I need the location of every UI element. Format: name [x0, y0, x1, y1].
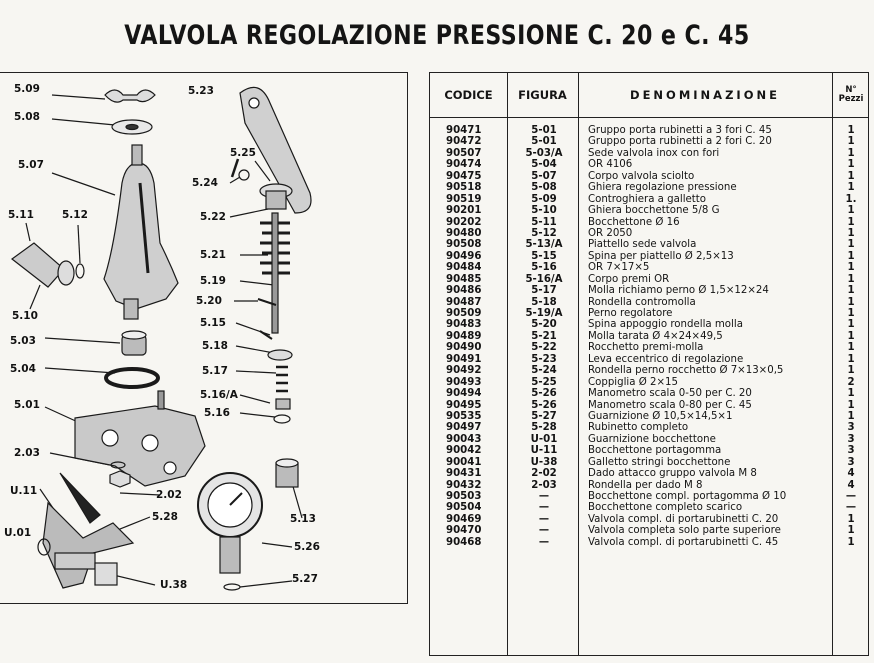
label-u-38: U.38 [160, 579, 188, 591]
cell-code: 90484 [446, 262, 482, 274]
cell-code: 90508 [446, 239, 482, 251]
cell-figure: 5-09 [531, 193, 557, 205]
cell-figure: 5-27 [531, 410, 557, 422]
label-5-23: 5.23 [188, 85, 214, 97]
cell-code: 90519 [446, 193, 482, 205]
cell-name: OR 2050 [588, 227, 633, 239]
cell-code: 90535 [446, 410, 482, 422]
cell-qty: 1 [847, 330, 855, 342]
cell-qty: 1 [847, 273, 855, 285]
cell-figure: 5-19/A [525, 308, 563, 319]
table-row [430, 354, 869, 365]
cell-qty: 1 [847, 399, 855, 411]
cell-name: Bocchettone compl. portagomma Ø 10 [588, 491, 787, 502]
cell-code: 90470 [446, 525, 482, 537]
cell-name: Controghiera a galletto [588, 193, 707, 205]
cell-figure: 5-01 [531, 125, 557, 136]
table-row [430, 251, 869, 262]
label-5-21: 5.21 [200, 249, 226, 261]
cell-code: 90042 [446, 445, 482, 457]
table-row [430, 365, 869, 376]
cell-code: 90483 [446, 319, 482, 331]
cell-code: 90468 [446, 536, 482, 548]
cell-code: 90471 [446, 125, 482, 136]
cell-name: Valvola compl. di portarubinetti C. 45 [588, 536, 779, 548]
cell-code: 90472 [446, 136, 482, 148]
table-row [430, 491, 869, 502]
header-qty [832, 73, 869, 117]
cell-figure: 5-18 [531, 296, 557, 308]
header-figure: FIGURA [518, 88, 567, 102]
cell-code: 90490 [446, 342, 482, 354]
label-5-01: 5.01 [14, 399, 40, 411]
table-row [430, 319, 869, 330]
cell-name: Perno regolatore [588, 308, 673, 319]
cell-name: Manometro scala 0-50 per C. 20 [588, 388, 752, 400]
label-5-20: 5.20 [196, 295, 222, 307]
table-row [430, 400, 869, 411]
cell-code: 90480 [446, 227, 482, 239]
label-5-25: 5.25 [230, 147, 256, 159]
table-row [430, 434, 869, 445]
cell-figure: — [538, 536, 550, 548]
table-row [430, 537, 869, 548]
cell-name: Gruppo porta rubinetti a 2 fori C. 20 [588, 136, 772, 148]
cell-name: Bocchettone Ø 16 [588, 216, 680, 228]
label-5-24: 5.24 [192, 177, 218, 189]
cell-figure: U-11 [530, 445, 558, 457]
cell-name: Ghiera bocchettone 5/8 G [588, 205, 720, 217]
cell-qty: 1 [847, 319, 855, 331]
table-row [430, 148, 869, 159]
label-5-11: 5.11 [8, 209, 34, 221]
cell-figure: 5-12 [531, 227, 557, 239]
label-u-01: U.01 [4, 527, 32, 539]
cell-qty: 1 [847, 182, 855, 194]
cell-name: Rocchetto premi-molla [588, 342, 704, 354]
label-5-19: 5.19 [200, 275, 226, 287]
cell-code: 90504 [446, 502, 482, 514]
cell-qty: — [845, 502, 857, 514]
table-row [430, 194, 869, 205]
cell-name: Guarnizione bocchettone [588, 433, 716, 445]
cell-figure: 5-17 [531, 285, 557, 297]
label-5-13: 5.13 [290, 513, 316, 525]
cell-figure: 5-10 [531, 205, 557, 217]
cell-name: Molla richiamo perno Ø 1,5×12×24 [588, 285, 769, 297]
cell-figure: — [538, 491, 550, 502]
cell-qty: 3 [847, 445, 855, 457]
cell-code: 90496 [446, 250, 482, 262]
table-row [430, 217, 869, 228]
table-row [430, 205, 869, 216]
label-5-16: 5.16 [204, 407, 230, 419]
cell-code: 90495 [446, 399, 482, 411]
table-row [430, 525, 869, 536]
cell-qty: 4 [847, 479, 855, 491]
cell-name: Bocchettone completo scarico [588, 502, 743, 514]
table-row [430, 457, 869, 468]
cell-figure: — [538, 525, 550, 537]
cell-name: Ghiera regolazione pressione [588, 182, 737, 194]
cell-qty: 1 [847, 250, 855, 262]
diagram-drawing [0, 73, 408, 604]
cell-figure: — [538, 513, 550, 525]
cell-figure: 5-24 [531, 365, 557, 377]
cell-name: OR 7×17×5 [588, 262, 650, 274]
cell-figure: 5-26 [531, 399, 557, 411]
table-row [430, 228, 869, 239]
cell-qty: 1 [847, 239, 855, 251]
cell-name: Bocchettone portagomma [588, 445, 722, 457]
cell-figure: 5-07 [531, 170, 557, 182]
cell-name: Leva eccentrico di regolazione [588, 353, 744, 365]
cell-name: Rubinetto completo [588, 422, 689, 434]
cell-code: 90475 [446, 170, 482, 182]
table-row [430, 388, 869, 399]
cell-figure: 5-13/A [525, 239, 563, 251]
cell-name: Spina per piattello Ø 2,5×13 [588, 250, 734, 262]
cell-figure: 5-25 [531, 376, 557, 388]
cell-qty: 1 [847, 136, 855, 148]
label-5-10: 5.10 [12, 310, 38, 322]
table-row [430, 308, 869, 319]
cell-name: Gruppo porta rubinetti a 3 fori C. 45 [588, 125, 772, 136]
header-name: DENOMINAZIONE [630, 88, 780, 102]
table-row [430, 502, 869, 513]
cell-name: Rondella perno rocchetto Ø 7×13×0,5 [588, 365, 784, 377]
cell-code: 90493 [446, 376, 482, 388]
page-title: VALVOLA REGOLAZIONE PRESSIONE C. 20 e C. 45 [124, 20, 750, 51]
cell-code: 90469 [446, 513, 482, 525]
cell-name: Dado attacco gruppo valvola M 8 [588, 468, 757, 480]
label-5-09: 5.09 [14, 83, 40, 95]
cell-figure: 5-15 [531, 250, 557, 262]
cell-qty: 1. [845, 193, 857, 205]
cell-qty: 2 [847, 376, 855, 388]
cell-code: 90041 [446, 456, 482, 468]
cell-name: Molla tarata Ø 4×24×49,5 [588, 330, 723, 342]
cell-code: 90507 [446, 147, 482, 159]
table-row [430, 262, 869, 273]
header-qty-line2: Pezzi [838, 94, 864, 104]
cell-name: Galletto stringi bocchettone [588, 456, 731, 468]
cell-figure: 5-20 [531, 319, 557, 331]
cell-qty: 1 [847, 353, 855, 365]
table-row [430, 182, 869, 193]
cell-figure: 5-08 [531, 182, 557, 194]
cell-figure: 5-16 [531, 262, 557, 274]
cell-qty: 1 [847, 296, 855, 308]
cell-qty: 1 [847, 159, 855, 171]
label-5-22: 5.22 [200, 211, 226, 223]
cell-qty: 1 [847, 216, 855, 228]
table-row [430, 480, 869, 491]
table-row [430, 285, 869, 296]
cell-figure: 5-01 [531, 136, 557, 148]
cell-figure: U-38 [530, 456, 558, 468]
cell-qty: 1 [847, 125, 855, 136]
cell-name: Manometro scala 0-80 per C. 45 [588, 399, 752, 411]
label-5-07: 5.07 [18, 159, 44, 171]
label-2-02: 2.02 [156, 489, 182, 501]
cell-name: Sede valvola inox con fori [588, 147, 720, 159]
label-5-26: 5.26 [294, 541, 320, 553]
table-row [430, 239, 869, 250]
label-2-03: 2.03 [14, 447, 40, 459]
cell-code: 90043 [446, 433, 482, 445]
cell-name: Valvola completa solo parte superiore [588, 525, 781, 537]
cell-figure: 5-23 [531, 353, 557, 365]
exploded-diagram [0, 72, 408, 604]
cell-qty: 1 [847, 525, 855, 537]
cell-qty: 1 [847, 262, 855, 274]
table-row [430, 136, 869, 147]
cell-figure: 5-03/A [525, 147, 563, 159]
cell-code: 90497 [446, 422, 482, 434]
cell-figure: 2-03 [531, 479, 557, 491]
cell-name: Corpo valvola sciolto [588, 170, 695, 182]
header-qty-line1: N° [845, 85, 857, 95]
cell-qty: — [845, 491, 857, 502]
table-row [430, 171, 869, 182]
cell-code: 90486 [446, 285, 482, 297]
cell-code: 90489 [446, 330, 482, 342]
label-5-03: 5.03 [10, 335, 36, 347]
cell-qty: 1 [847, 388, 855, 400]
cell-qty: 1 [847, 410, 855, 422]
cell-name: Valvola compl. di portarubinetti C. 20 [588, 513, 779, 525]
cell-qty: 1 [847, 227, 855, 239]
label-5-12: 5.12 [62, 209, 88, 221]
table-row [430, 514, 869, 525]
cell-qty: 1 [847, 147, 855, 159]
cell-qty: 1 [847, 308, 855, 319]
cell-figure: 5-28 [531, 422, 557, 434]
table-row [430, 422, 869, 433]
table-row [430, 468, 869, 479]
cell-name: Rondella per dado M 8 [588, 479, 703, 491]
table-row [430, 297, 869, 308]
cell-code: 90491 [446, 353, 482, 365]
cell-figure: 5-11 [531, 216, 557, 228]
cell-qty: 1 [847, 536, 855, 548]
label-5-16a: 5.16/A [200, 389, 238, 401]
label-5-27: 5.27 [292, 573, 318, 585]
cell-qty: 1 [847, 365, 855, 377]
parts-table [429, 72, 869, 656]
label-5-28: 5.28 [152, 511, 178, 523]
cell-code: 90509 [446, 308, 482, 319]
table-row [430, 331, 869, 342]
cell-code: 90431 [446, 468, 482, 480]
table-body [430, 125, 869, 548]
table-row [430, 125, 869, 136]
label-5-17: 5.17 [202, 365, 228, 377]
cell-code: 90487 [446, 296, 482, 308]
label-5-04: 5.04 [10, 363, 36, 375]
cell-name: Rondella contromolla [588, 296, 696, 308]
cell-name: Guarnizione Ø 10,5×14,5×1 [588, 410, 733, 422]
cell-code: 90503 [446, 491, 482, 502]
cell-code: 90494 [446, 388, 482, 400]
cell-name: Corpo premi OR [588, 273, 670, 285]
label-5-15: 5.15 [200, 317, 226, 329]
table-row [430, 411, 869, 422]
cell-qty: 1 [847, 205, 855, 217]
label-5-18: 5.18 [202, 340, 228, 352]
cell-figure: 5-21 [531, 330, 557, 342]
header-divider [430, 117, 868, 118]
cell-code: 90432 [446, 479, 482, 491]
cell-qty: 1 [847, 285, 855, 297]
cell-name: Piattello sede valvola [588, 239, 697, 251]
cell-code: 90202 [446, 216, 482, 228]
cell-qty: 3 [847, 433, 855, 445]
table-row [430, 445, 869, 456]
cell-code: 90474 [446, 159, 482, 171]
cell-figure: 5-26 [531, 388, 557, 400]
table-row [430, 342, 869, 353]
cell-figure: U-01 [530, 433, 558, 445]
cell-name: Spina appoggio rondella molla [588, 319, 743, 331]
cell-figure: 5-16/A [525, 273, 563, 285]
cell-qty: 1 [847, 342, 855, 354]
cell-code: 90201 [446, 205, 482, 217]
cell-figure: 5-22 [531, 342, 557, 354]
label-u-11: U.11 [10, 485, 38, 497]
header-code: CODICE [444, 88, 493, 102]
cell-code: 90485 [446, 273, 482, 285]
table-row [430, 159, 869, 170]
cell-name: Coppiglia Ø 2×15 [588, 376, 678, 388]
cell-name: OR 4106 [588, 159, 633, 171]
cell-qty: 1 [847, 513, 855, 525]
label-5-08: 5.08 [14, 111, 40, 123]
cell-qty: 4 [847, 468, 855, 480]
cell-figure: — [538, 502, 550, 514]
table-row [430, 274, 869, 285]
cell-code: 90492 [446, 365, 482, 377]
cell-code: 90518 [446, 182, 482, 194]
cell-qty: 3 [847, 422, 855, 434]
cell-figure: 2-02 [531, 468, 557, 480]
cell-figure: 5-04 [531, 159, 557, 171]
cell-qty: 1 [847, 170, 855, 182]
table-row [430, 377, 869, 388]
cell-qty: 3 [847, 456, 855, 468]
